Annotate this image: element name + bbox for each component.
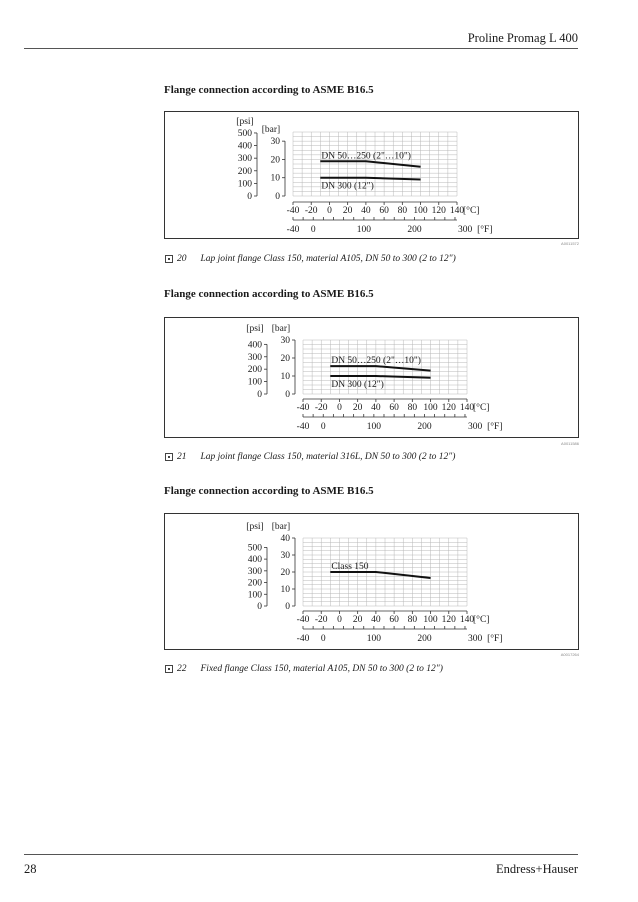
series-label: DN 300 (12") [331,380,384,390]
psi-tick-label: 200 [247,365,262,376]
celsius-tick-label: 40 [371,615,381,625]
celsius-tick-label: 120 [441,403,456,413]
celsius-tick-label: 100 [423,403,438,413]
celsius-tick-label: 120 [431,206,446,216]
psi-tick-label: 300 [237,154,252,165]
document-id: A0011572 [561,241,579,246]
celsius-unit-label: [°C] [463,206,480,216]
celsius-tick-label: 20 [342,206,353,216]
series-label: Class 150 [331,562,369,572]
figure-number: 22 [177,664,187,674]
celsius-tick-label: 0 [337,615,342,625]
chart-frame [164,317,579,438]
celsius-tick-label: -40 [296,403,310,413]
celsius-tick-label: -40 [286,206,300,216]
pressure-temperature-chart [165,112,578,238]
celsius-tick-label: 140 [459,615,475,625]
fahrenheit-tick-label: 200 [417,422,432,432]
psi-tick-label: 300 [247,352,262,363]
celsius-tick-label: 100 [423,615,438,625]
celsius-tick-label: 100 [413,206,428,216]
celsius-tick-label: -20 [314,403,328,413]
psi-tick-label: 400 [247,340,262,351]
celsius-tick-label: 40 [371,403,381,413]
celsius-tick-label: -20 [304,206,318,216]
bar-tick-label: 20 [280,354,290,364]
chart-frame [164,513,579,650]
fahrenheit-tick-label: -40 [286,225,300,235]
series-line [330,376,430,378]
fahrenheit-tick-label: 100 [366,422,381,432]
caption-text: Lap joint flange Class 150, material 316L, DN 50 to 300 (2 to 12") [200,452,456,462]
fahrenheit-tick-label: 300 [467,422,483,432]
series-line [330,572,430,578]
fahrenheit-tick-label: 100 [366,634,381,644]
pressure-temperature-chart [165,318,578,437]
psi-tick-label: 200 [247,578,262,589]
psi-unit-label: [psi] [246,522,264,532]
celsius-tick-label: 140 [449,206,465,216]
celsius-tick-label: 40 [361,206,371,216]
bar-tick-label: 0 [285,390,290,400]
celsius-tick-label: 80 [397,206,408,216]
bar-tick-label: 20 [270,155,280,166]
series-label: DN 300 (12") [321,181,374,192]
celsius-tick-label: 20 [352,403,363,413]
section-title: Flange connection according to ASME B16.5 [164,84,374,96]
psi-tick-label: 400 [247,555,262,566]
bar-tick-label: 30 [270,137,280,148]
figure-number: 20 [177,254,187,264]
celsius-tick-label: 80 [407,403,418,413]
section-title: Flange connection according to ASME B16.5 [164,485,374,497]
header-rule [24,48,578,49]
fahrenheit-tick-label: 0 [320,422,326,432]
celsius-tick-label: 140 [459,403,475,413]
celsius-tick-label: -40 [296,615,310,625]
fahrenheit-tick-label: -40 [296,422,310,432]
celsius-tick-label: 80 [407,615,418,625]
psi-tick-label: 100 [237,179,252,190]
celsius-tick-label: 20 [352,615,363,625]
series-label: DN 50…250 (2"…10") [321,151,411,162]
bar-tick-label: 30 [280,551,290,561]
psi-tick-label: 0 [247,192,252,202]
fahrenheit-unit-label: [°F] [487,422,503,432]
fahrenheit-tick-label: 300 [457,225,473,235]
psi-tick-label: 100 [247,377,262,388]
series-line [320,178,420,180]
bar-tick-label: 10 [270,173,280,184]
celsius-unit-label: [°C] [473,615,490,625]
psi-tick-label: 500 [237,128,252,139]
fahrenheit-tick-label: 0 [320,634,326,644]
caption-text: Lap joint flange Class 150, material A105, DN 50 to 300 (2 to 12") [200,254,456,264]
fahrenheit-tick-label: 300 [467,634,483,644]
psi-unit-label: [psi] [246,324,264,334]
figure-caption [165,452,455,462]
figure-icon [165,665,173,673]
fahrenheit-tick-label: 100 [356,225,371,235]
psi-tick-label: 100 [247,590,262,601]
psi-tick-label: 500 [247,543,262,554]
bar-tick-label: 40 [280,534,290,544]
fahrenheit-tick-label: 200 [417,634,432,644]
bar-tick-label: 10 [280,585,290,595]
psi-tick-label: 0 [257,390,262,400]
footer-rule [24,854,578,855]
celsius-tick-label: -20 [314,615,328,625]
footer-brand: Endress+Hauser [495,862,578,876]
bar-tick-label: 0 [285,602,290,612]
celsius-tick-label: 0 [327,206,332,216]
fahrenheit-tick-label: 200 [407,225,422,235]
figure-caption [165,254,456,264]
header-title: Proline Promag L 400 [467,31,578,45]
celsius-tick-label: 120 [441,615,456,625]
series-label: DN 50…250 (2"…10") [331,356,421,367]
caption-text: Fixed flange Class 150, material A105, DN 50 to 300 (2 to 12") [200,664,443,674]
celsius-tick-label: 60 [389,403,399,413]
document-id: A0017264 [560,652,579,657]
document-id: A0011586 [561,441,579,446]
celsius-unit-label: [°C] [473,403,490,413]
psi-tick-label: 400 [237,141,252,152]
bar-unit-label: [bar] [271,522,291,532]
figure-icon [165,453,173,461]
fahrenheit-unit-label: [°F] [487,634,503,644]
psi-tick-label: 300 [247,566,262,577]
pressure-temperature-chart [165,514,578,649]
bar-tick-label: 0 [275,192,280,202]
chart-frame [164,111,579,239]
figure-icon [165,255,173,263]
psi-tick-label: 0 [257,602,262,612]
page-number: 28 [24,862,37,876]
celsius-tick-label: 60 [379,206,389,216]
figure-caption [165,664,443,674]
celsius-tick-label: 0 [337,403,342,413]
fahrenheit-tick-label: 0 [310,225,316,235]
bar-tick-label: 30 [280,336,290,346]
bar-tick-label: 20 [280,568,290,578]
fahrenheit-tick-label: -40 [296,634,310,644]
psi-tick-label: 200 [237,166,252,177]
bar-tick-label: 10 [280,372,290,382]
figure-number: 21 [177,452,187,462]
bar-unit-label: [bar] [271,324,291,334]
celsius-tick-label: 60 [389,615,399,625]
section-title: Flange connection according to ASME B16.5 [164,288,374,300]
psi-unit-label: [psi] [236,116,254,127]
fahrenheit-unit-label: [°F] [477,225,493,235]
bar-unit-label: [bar] [261,125,281,136]
